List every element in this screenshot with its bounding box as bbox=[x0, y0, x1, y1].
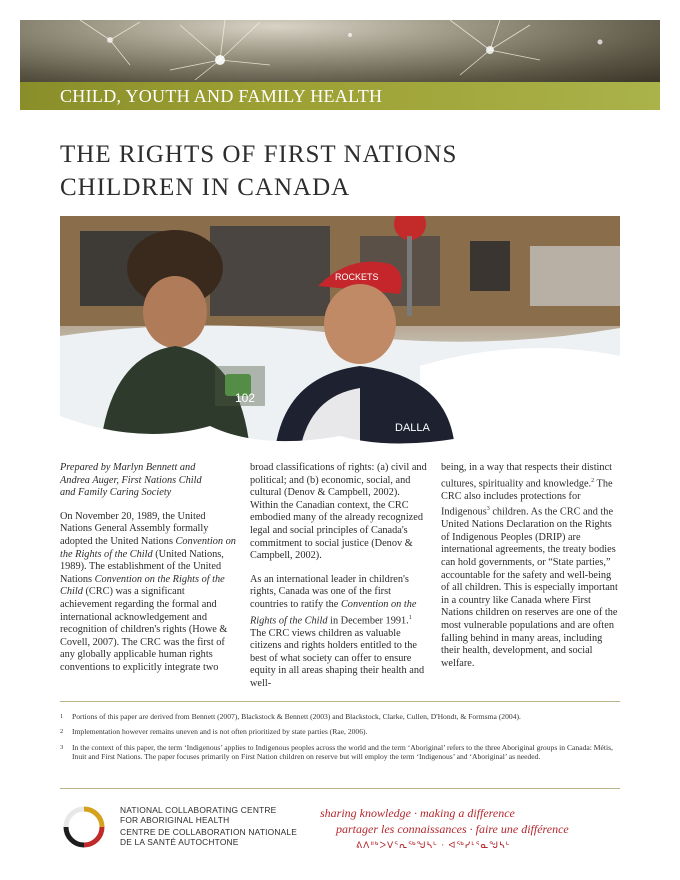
p1-text-c: (CRC) was a significant achievement regarding the formal and international acknowledgement and recognition of children's rights (Howe & Covell, 2007). The CRC was the first of any globally applicable human rights conventions to explicitly integrate two bbox=[60, 586, 228, 673]
shirt-left-text: 102 bbox=[235, 391, 256, 405]
footnote-number: 1 bbox=[60, 713, 64, 720]
ncc-logo-icon bbox=[62, 805, 106, 849]
tagline-english: sharing knowledge · making a difference bbox=[320, 806, 515, 820]
header-banner bbox=[20, 20, 660, 110]
tagline bbox=[320, 805, 620, 853]
p1-text-b: (United Nations, 1989). The establishment of the United Nations bbox=[60, 548, 224, 585]
section-label-strip bbox=[20, 82, 660, 110]
org-en-line-2: FOR ABORIGINAL HEALTH bbox=[120, 815, 230, 825]
dandelion-seeds-graphic bbox=[20, 20, 660, 82]
section-label: CHILD, YOUTH AND FAMILY HEALTH bbox=[60, 86, 383, 106]
tagline-french: partager les connaissances · faire une différence bbox=[336, 822, 569, 836]
footnote-text: In the context of this paper, the term ‘Indigenous’ applies to Indigenous peoples across the world and the term ‘Aboriginal’ refers to the three Aboriginal groups in Canada: Métis, Inuit and First Nations. The paper focuses primarily on First Nation children on reserve but will employ the term ‘Indigenous’ and ‘Aboriginal’ as needed. bbox=[72, 742, 613, 762]
org-fr-line-1: CENTRE DE COLLABORATION NATIONALE bbox=[120, 827, 298, 837]
footnote-text: Implementation however remains uneven and is not often prioritized by state parties (Rae, 2006). bbox=[72, 727, 368, 737]
org-en-line-1: NATIONAL COLLABORATING CENTRE bbox=[120, 805, 277, 815]
footnote-ref-2: 2 bbox=[591, 477, 595, 484]
byline-line-2: Andrea Auger, First Nations Child bbox=[60, 474, 202, 486]
p2-text-b: in December 1991. bbox=[327, 614, 409, 626]
paragraph-2-continued bbox=[441, 462, 619, 670]
banner-dandelion-photo bbox=[20, 20, 660, 82]
footnote bbox=[60, 727, 620, 736]
org-fr-line-2: DE LA SANTÉ AUTOCHTONE bbox=[120, 837, 239, 847]
children-photo bbox=[60, 216, 620, 450]
paragraph-1-continued: broad classifications of rights: (a) civil and political; and (b) economic, social, and cultural (Denov & Campbell, 2002). Within the Canadian context, the CRC embodied many of the already recognized legal and social principles of Canada's commitment to social justice (Denov & Campbell, 2002). bbox=[250, 462, 427, 562]
footnote-number: 2 bbox=[60, 728, 64, 736]
p2-text-f: children. As the CRC and the United Nations Declaration on the Rights of Indigenous Peoples (DRIP) are international agreements, the treaty bodies can hold governments, or “State parties,” accountable for the safety and well-being of all children. This is especially important in a country like Canada where First Nations children on reserves are one of the most vulnerable populations and are often falling behind in many areas, including their health, development, and social welfare. bbox=[441, 506, 618, 669]
p2-text-a: As an international leader in children's rights, Canada was one of the first countries to ratify the bbox=[250, 573, 409, 610]
footnote bbox=[60, 712, 620, 721]
shirt-right-text: DALLA bbox=[395, 422, 430, 434]
footnote-ref-3: 3 bbox=[486, 506, 490, 513]
byline-line-3: and Family Caring Society bbox=[60, 487, 172, 499]
p2-italic: Convention on the Rights of the Child bbox=[250, 598, 417, 626]
footnote-text: Portions of this paper are derived from Bennett (2007), Blackstock & Bennett (2003) and Blackstock, Clarke, Cullen, D'Hondt, & Formsma (2004). bbox=[72, 712, 521, 721]
paragraph-2 bbox=[250, 574, 428, 691]
p2-text-e: The CRC also includes protections for Indigenous bbox=[441, 478, 613, 518]
byline bbox=[60, 462, 238, 500]
text-column-3 bbox=[441, 462, 619, 681]
title-line-1: THE RIGHTS OF FIRST NATIONS bbox=[60, 141, 458, 168]
footnote-number: 3 bbox=[60, 743, 64, 751]
title-line-2: CHILDREN IN CANADA bbox=[60, 174, 351, 201]
byline-line-1: Prepared by Marlyn Bennett and bbox=[60, 462, 196, 473]
p1-italic-2: Convention on the Rights of the Child bbox=[60, 573, 225, 598]
organization-name bbox=[120, 805, 297, 847]
footnote bbox=[60, 743, 620, 762]
p2-text-c: The CRC views children as valuable citizens and rights holders entitled to the best of what society can offer to ensure equity in all areas shaping their health and well- bbox=[250, 627, 425, 689]
p1-italic-1: Convention on the Rights of the Child bbox=[60, 535, 236, 560]
footnote-divider-top bbox=[60, 701, 620, 702]
cap-text: ROCKETS bbox=[335, 272, 379, 282]
tagline-inuktitut: ᕕᐱᐦᒃᐳᐯᕐᕆᖅᖑᓴᒡ · ᐊᖅᓯᒻᕐᓇᖑᓴᒡ bbox=[356, 840, 511, 850]
footnotes bbox=[60, 712, 620, 768]
footer-divider bbox=[60, 788, 620, 789]
p1-text-a: On November 20, 1989, the United Nations General Assembly formally adopted the United Nations bbox=[60, 510, 209, 547]
page-title bbox=[60, 138, 500, 204]
paragraph-1 bbox=[60, 511, 238, 675]
text-column-2 bbox=[250, 462, 428, 702]
p2-text-d: being, in a way that respects their distinct cultures, spirituality and knowledge. bbox=[441, 462, 612, 490]
footnote-ref-1: 1 bbox=[408, 614, 412, 621]
text-column-1 bbox=[60, 462, 238, 686]
children-in-snow-illustration bbox=[60, 216, 620, 450]
